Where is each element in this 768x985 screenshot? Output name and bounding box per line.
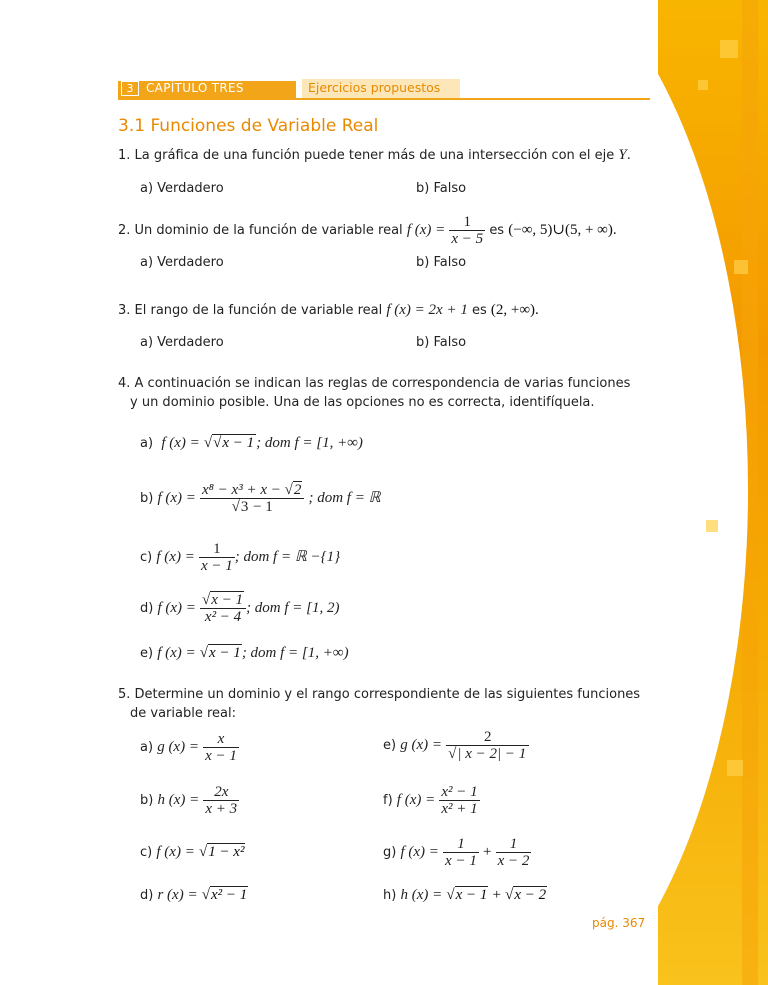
q4-item-c [140,539,340,576]
q5-e-label: e) [383,738,397,753]
q5-g-plus: + [482,844,492,860]
q5-c-label: c) [140,845,153,860]
q4-e-rad: x − 1 [209,645,241,661]
q4-b-lhs: f (x) = [157,490,196,506]
q1-end: . [626,148,631,163]
q4-a-label: a) [140,436,154,451]
q2-es: es [489,223,505,238]
q5-line-2: de variable real: [130,706,236,721]
decor-square [727,760,743,776]
q5-e-fraction: $\frac{2}{√| x - 2| - 1}$ [446,729,529,762]
q5-line-1: 5. Determine un dominio y el rango correspondiente de las siguientes funciones [118,687,641,702]
q2-text: 2. Un dominio de la función de variable real [118,223,403,238]
q4-e-label: e) [140,646,154,661]
decorative-side-band [648,0,768,985]
header-rule [118,98,650,100]
q2-den: x − 5 [451,231,484,247]
q4-d-lhs: f (x) = [157,600,196,616]
q5-c-lhs: f (x) = [156,844,195,860]
page-number-value: 367 [622,916,646,930]
q5-g-fraction-1 [443,836,479,869]
q5-b-label: b) [140,793,154,808]
q5-e-den-rad: | x − 2| − 1 [457,746,527,762]
q5-item-g [383,834,531,871]
q4-item-d [140,590,340,627]
q5-f-num: x² − 1 [441,784,478,800]
q4-c-lhs: f (x) = [156,549,195,565]
q5-item-f [383,782,480,819]
page-label: pág. [592,916,619,930]
q5-g-den1: x − 1 [445,853,477,869]
q5-h-rad2: x − 2 [514,887,547,903]
question-3 [118,301,539,320]
q5-h-label: h) [383,888,397,903]
q4-item-b [140,478,380,519]
q2-num: 1 [463,214,472,230]
q5-item-b [140,782,239,819]
q4-e-dom: ; dom f = [1, +∞) [241,645,349,661]
q5-f-den: x² + 1 [441,801,478,817]
q4-line-1: 4. A continuación se indican las reglas de correspondencia de varias funciones [118,376,631,391]
q1-var: Y [618,147,627,163]
q5-g-num1: 1 [457,836,465,852]
question-1 [118,146,631,165]
q2-fraction [449,214,485,247]
q4-d-den: x² − 4 [200,608,246,625]
decor-square [706,520,718,532]
q5-g-fraction-2 [496,836,532,869]
q1-option-a: a) Verdadero [140,181,224,196]
q5-a-lhs: g (x) = [157,739,199,755]
q5-b-num: 2x [214,784,229,800]
q4-d-dom: ; dom f = [1, 2) [246,600,340,616]
q5-b-fraction [203,784,239,817]
chapter-label: CAPÍTULO TRES [146,81,244,95]
q4-e-lhs: f (x) = [157,645,196,661]
q5-d-lhs: r (x) = [157,887,198,903]
q4-a-lhs: f (x) = [161,435,200,451]
q4-c-label: c) [140,550,153,565]
q4-b-num-rad: 2 [293,482,302,498]
q4-a-rad: x − 1 [222,435,255,451]
q4-b-dom: ; dom f = ℝ [308,490,381,506]
q5-h-lhs: h (x) = [400,887,443,903]
q5-item-h: h) h (x) = √x − 1 + √x − 2 [383,887,547,903]
q4-d-label: d) [140,601,154,616]
q5-g-label: g) [383,845,397,860]
q5-g-num2: 1 [509,836,518,852]
q3-es: es [471,303,487,318]
q4-item-a: a) f (x) = √√x − 1 ; dom f = [1, +∞) [140,435,363,451]
q5-a-fraction [203,731,239,764]
q4-b-fraction: $\frac{\text{x⁸ − x³ + x − √2}}{√3 - 1}$ [200,482,304,515]
q1-text: 1. La gráfica de una función puede tener más de una intersección con el eje [118,148,615,163]
q5-b-lhs: h (x) = [157,792,200,808]
q5-e-lhs: g (x) = [400,737,442,753]
question-2 [118,212,617,249]
q3-func: f (x) = 2x + 1 [386,302,468,318]
q5-h-plus: + [492,887,501,903]
section-title: 3.1 Funciones de Variable Real [118,116,379,136]
q5-d-label: d) [140,888,154,903]
q5-a-den: x − 1 [205,748,237,764]
q2-option-b: b) Falso [416,255,467,270]
q4-b-den-rad: 3 [240,499,249,515]
q4-c-num: 1 [213,541,221,557]
q4-c-fraction [199,541,235,574]
decor-square [698,80,708,90]
q4-d-fraction: $\frac{√x - 1}{\text{x² − 4}}$ [200,592,246,625]
page-number [592,916,645,930]
q3-text: 3. El rango de la función de variable real [118,303,383,318]
q5-c-rad: 1 − x² [208,844,245,860]
q4-d-num-rad: x − 1 [211,592,244,608]
q3-interval: (2, +∞). [490,302,539,318]
chapter-number: 3 [121,81,139,96]
q5-item-a [140,729,239,766]
section-tab-label: Ejercicios propuestos [308,80,441,95]
q4-b-num: x⁸ − x³ + x − [202,482,281,498]
decor-square [720,40,738,58]
q4-c-den: x − 1 [200,558,233,574]
q5-f-lhs: f (x) = [396,792,436,808]
q5-f-fraction [439,784,479,817]
q4-c-dom: ; dom f = ℝ −{1} [234,549,341,565]
q5-a-label: a) [140,740,154,755]
q4-item-e: e) f (x) = √x − 1; dom f = [1, +∞) [140,645,349,661]
q5-h-rad1: x − 1 [455,887,488,903]
q4-b-label: b) [140,491,154,506]
q5-a-num: x [217,731,225,747]
q5-f-label: f) [383,793,393,808]
q5-g-lhs: f (x) = [400,844,439,860]
q5-item-e [383,727,529,764]
q2-lhs: f (x) = [406,222,446,238]
q5-item-d: d) r (x) = √x² − 1 [140,887,248,903]
q3-option-a: a) Verdadero [140,335,224,350]
q5-b-den: x + 3 [205,801,238,817]
q4-b-den-rest: − 1 [249,499,273,515]
q1-option-b: b) Falso [416,181,467,196]
q5-g-den2: x − 2 [497,853,530,869]
q5-e-num: 2 [483,729,492,745]
q2-interval: (−∞, 5)∪(5, + ∞). [508,222,617,238]
q5-item-c: c) f (x) = √1 − x² [140,844,245,860]
decor-square [734,260,748,274]
q4-line-2: y un dominio posible. Una de las opciones no es correcta, identifíquela. [130,395,595,410]
q5-d-rad: x² − 1 [210,887,248,903]
q4-a-dom: ; dom f = [1, +∞) [256,435,363,451]
q3-option-b: b) Falso [416,335,467,350]
q2-option-a: a) Verdadero [140,255,224,270]
chapter-header [118,79,650,99]
